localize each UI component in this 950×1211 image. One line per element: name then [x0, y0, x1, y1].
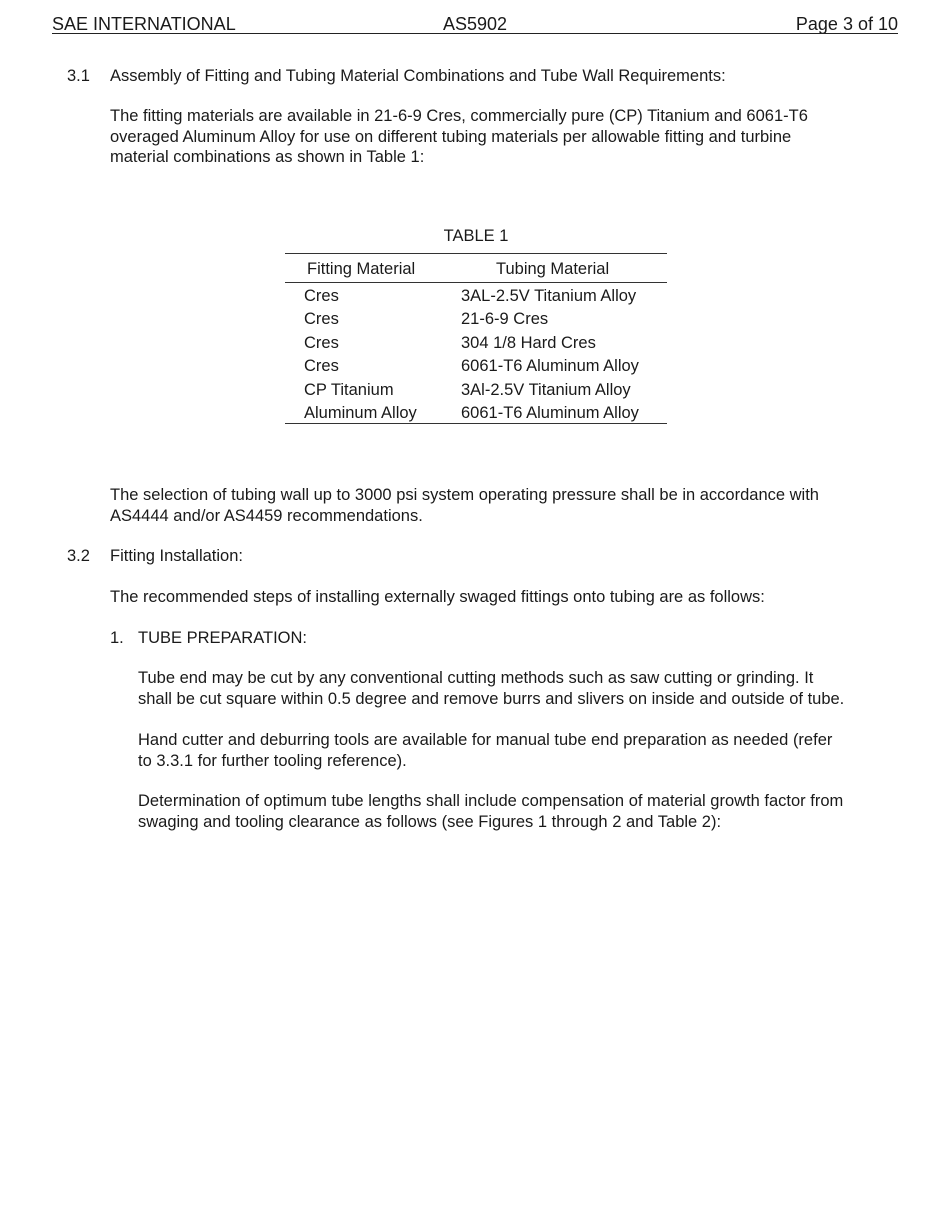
step-1-title: TUBE PREPARATION: [138, 629, 307, 647]
table-top-rule [285, 253, 667, 254]
section-3-1-paragraph-2 [110, 485, 819, 526]
text-line: swaging and tooling clearance as follows (see Figures 1 through 2 and Table 2): [138, 812, 722, 831]
section-3-2-number: 3.2 [67, 547, 90, 565]
section-3-1-title: Assembly of Fitting and Tubing Material Combinations and Tube Wall Requirements: [110, 67, 726, 85]
section-3-1-number: 3.1 [67, 67, 90, 85]
section-3-1-paragraph-1 [110, 106, 808, 168]
table-header-fitting-material: Fitting Material [307, 260, 416, 278]
text-line: AS4444 and/or AS4459 recommendations. [110, 506, 423, 525]
step-1-paragraph-1 [138, 668, 844, 709]
table-cell-tubing: 304 1/8 Hard Cres [461, 334, 596, 352]
text-line: overaged Aluminum Alloy for use on different tubing materials per allowable fitting and turbine [110, 127, 792, 146]
header-doc-number: AS5902 [443, 14, 508, 34]
text-line: Hand cutter and deburring tools are available for manual tube end preparation as needed (refer [138, 731, 833, 749]
table-cell-fitting: Cres [304, 334, 339, 352]
header-rule [52, 33, 898, 34]
text-line: The selection of tubing wall up to 3000 psi system operating pressure shall be in accordance with [110, 486, 819, 504]
table-cell-fitting: Cres [304, 357, 339, 375]
table-cell-fitting: CP Titanium [304, 381, 394, 399]
table-cell-fitting: Aluminum Alloy [304, 404, 417, 422]
text-line: Tube end may be cut by any conventional cutting methods such as saw cutting or grinding. It [138, 669, 814, 687]
text-line: material combinations as shown in Table 1: [110, 148, 425, 166]
table-1-caption: TABLE 1 [443, 227, 509, 245]
table-cell-tubing: 3Al-2.5V Titanium Alloy [461, 381, 631, 399]
table-cell-fitting: Cres [304, 287, 339, 305]
text-line: shall be cut square within 0.5 degree and remove burrs and slivers on inside and outside of tube. [138, 689, 845, 708]
section-3-2-title: Fitting Installation: [110, 547, 243, 565]
table-cell-tubing: 21-6-9 Cres [461, 310, 549, 328]
table-header-tubing-material: Tubing Material [496, 260, 610, 278]
text-line: to 3.3.1 for further tooling reference). [138, 751, 407, 770]
table-header-rule [285, 282, 667, 283]
text-line: The fitting materials are available in 21-6-9 Cres, commercially pure (CP) Titanium and 6061-T6 [110, 107, 808, 125]
header-org: SAE INTERNATIONAL [52, 14, 236, 34]
text-line: Determination of optimum tube lengths shall include compensation of material growth factor from [138, 792, 844, 810]
step-1-paragraph-2 [138, 730, 832, 771]
table-cell-fitting: Cres [304, 310, 339, 328]
table-cell-tubing: 3AL-2.5V Titanium Alloy [461, 287, 637, 305]
table-bottom-rule [285, 423, 667, 424]
section-3-2-intro: The recommended steps of installing externally swaged fittings onto tubing are as follows: [110, 588, 765, 606]
step-1-paragraph-3 [138, 791, 843, 832]
step-1-number: 1. [110, 629, 124, 647]
header-page-number: Page 3 of 10 [795, 14, 898, 34]
table-cell-tubing: 6061-T6 Aluminum Alloy [461, 404, 639, 422]
table-cell-tubing: 6061-T6 Aluminum Alloy [461, 357, 639, 375]
